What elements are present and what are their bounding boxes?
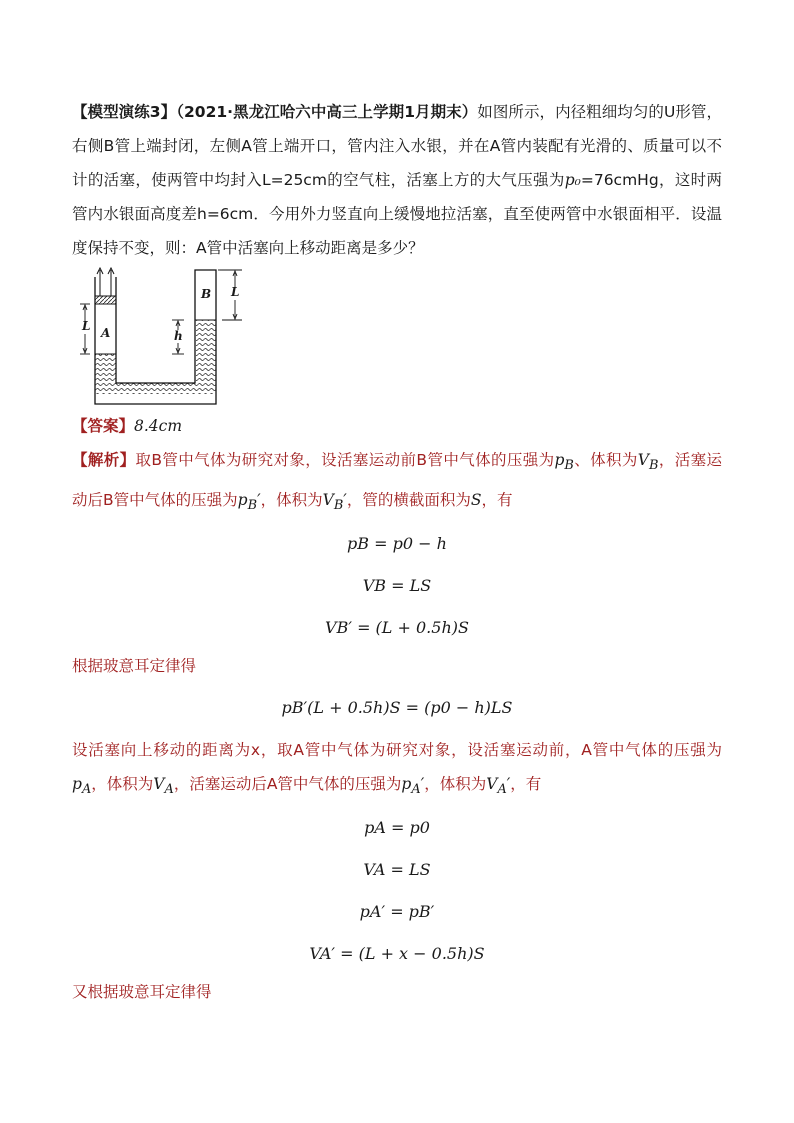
label-L-left: L <box>82 319 91 333</box>
mercury-bottom <box>116 383 196 394</box>
label-B: B <box>201 287 212 301</box>
solution-text: ，活塞运动后A管中气体的压强为 <box>173 775 402 794</box>
solution-text: ，体积为 <box>424 775 487 794</box>
answer-tag: 【答案】 <box>72 417 135 435</box>
u-tube-diagram <box>72 267 222 407</box>
equation-VB: VB = LS <box>362 576 432 596</box>
solution-text: ，体积为 <box>91 775 154 794</box>
answer-line <box>72 409 722 443</box>
document-page <box>72 95 722 1009</box>
problem-source: （2021·黑龙江哈六中高三上学期1月期末） <box>176 103 478 121</box>
equation-pB: pB = p0 − h <box>347 534 447 554</box>
symbol-pA: $p_A$ <box>72 775 92 798</box>
mercury-left <box>95 354 116 394</box>
solution-text: ，有 <box>481 491 513 510</box>
solution-text: ，活塞运动后B管中气体的压强为 <box>72 451 722 510</box>
solution-para-1 <box>72 443 722 523</box>
solution-tag: 【解析】 <box>72 451 136 469</box>
solution-text: ，有 <box>510 775 542 794</box>
solution-text: 取B管中气体为研究对象，设活塞运动前B管中气体的压强为 <box>135 451 555 469</box>
equation-VA-prime: VA′ = (L + x − 0.5h)S <box>309 944 485 964</box>
answer-value: 8.4cm <box>134 417 183 435</box>
equation-pA: pA = p0 <box>364 818 430 838</box>
solution-para-2 <box>72 733 722 807</box>
symbol-S: S <box>470 491 482 510</box>
piston <box>95 296 116 304</box>
symbol-VB-prime: $V_B'$ <box>322 491 347 514</box>
symbol-pB: $p_B$ <box>554 451 574 474</box>
equation-pA-prime: pA′ = pB′ <box>359 902 435 922</box>
problem-statement <box>72 95 722 265</box>
symbol-pB-prime: $p_B'$ <box>237 491 261 514</box>
problem-text-1: 如图所示，内径粗细均匀的U形管，右侧B管上端封闭，左侧A管上端开口，管内注入水银，并在A管内装配有光滑的、质量可以不计的活塞，使两管中均封入L=25cm的空气柱，活塞上方的大气压强为 <box>72 103 722 189</box>
label-h: h <box>174 329 183 343</box>
equation-boyle-B: pB′(L + 0.5h)S = (p0 − h)LS <box>281 698 513 718</box>
boyle-law-2: 又根据玻意耳定律得 <box>72 983 212 1002</box>
label-L-right: L <box>231 285 240 299</box>
symbol-VA-prime: $V_A'$ <box>486 775 511 798</box>
label-A: A <box>101 326 111 340</box>
equation-VB-prime: VB′ = (L + 0.5h)S <box>325 618 469 638</box>
solution-text: ，体积为 <box>260 491 323 510</box>
boyle-law-1: 根据玻意耳定律得 <box>72 657 197 676</box>
problem-tag: 【模型演练3】 <box>72 103 177 121</box>
solution-text: 、体积为 <box>573 451 638 469</box>
problem-p0: p₀ <box>564 171 581 189</box>
symbol-pA-prime: $p_A'$ <box>401 775 425 798</box>
symbol-VB: $V_B$ <box>637 451 659 474</box>
equation-VA: VA = LS <box>363 860 431 880</box>
u-tube-figure <box>72 267 240 407</box>
solution-text: 设活塞向上移动的距离为x，取A管中气体为研究对象，设活塞运动前，A管中气体的压强为 <box>72 741 722 760</box>
problem-text-2: =76cmHg，这时两管内水银面高度差h=6cm．今用外力竖直向上缓慢地拉活塞，直至使两管中水银面相平．设温度保持不变，则：A管中活塞向上移动距离是多少？ <box>72 171 722 257</box>
symbol-VA: $V_A$ <box>153 775 174 798</box>
solution-text: ，管的横截面积为 <box>346 491 471 510</box>
mercury-right <box>196 320 216 394</box>
